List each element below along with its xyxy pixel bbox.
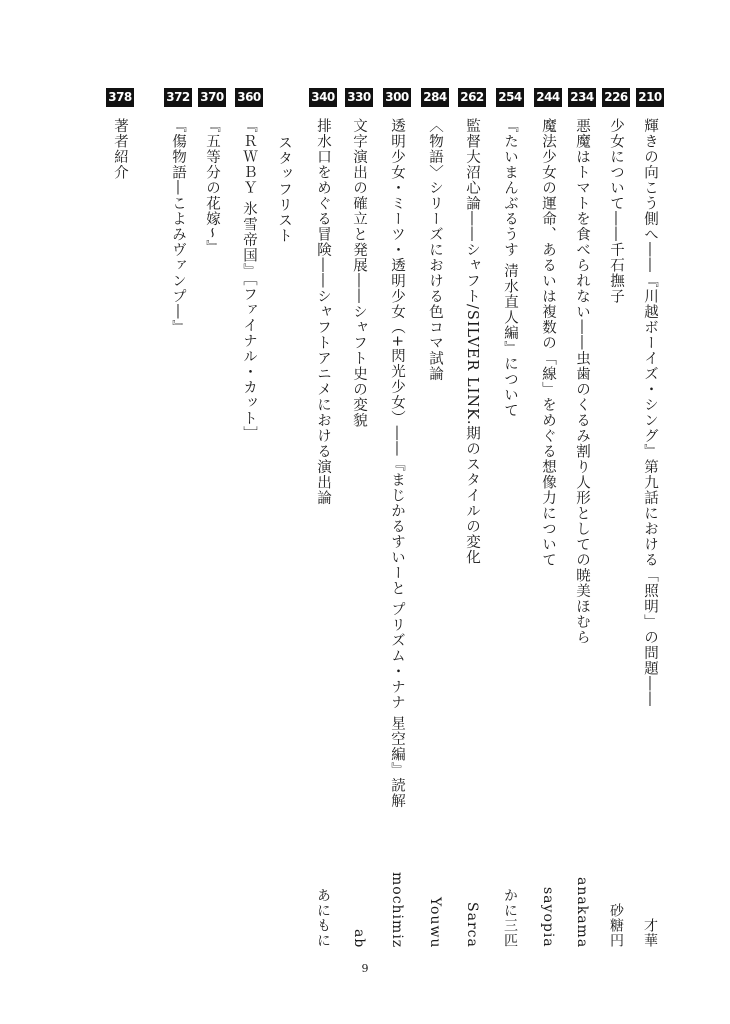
entry-title: 著者紹介 bbox=[112, 118, 128, 180]
toc-entry bbox=[235, 88, 263, 948]
staff-list-heading: スタッフリスト bbox=[276, 135, 292, 244]
page-ref: 370 bbox=[198, 88, 226, 107]
toc-entry bbox=[164, 88, 192, 948]
toc-entry bbox=[106, 88, 134, 948]
entry-author: あにもに bbox=[315, 888, 331, 948]
page-ref: 300 bbox=[383, 88, 411, 107]
toc-entry bbox=[383, 88, 411, 948]
toc-entry bbox=[534, 88, 562, 948]
entry-title: 悪魔はトマトを食べられない――虫歯のくるみ割り人形としての暁美ほむら bbox=[574, 118, 590, 645]
toc-entry bbox=[636, 88, 664, 948]
entry-author: Youwu bbox=[427, 896, 443, 948]
entry-author: ab bbox=[351, 928, 367, 948]
toc-entry bbox=[421, 88, 449, 948]
toc-entry bbox=[458, 88, 486, 948]
page-ref: 330 bbox=[345, 88, 373, 107]
entry-author: anakama bbox=[574, 876, 590, 948]
entry-author: mochimiz bbox=[389, 871, 405, 948]
entry-title: 『傷物語―こよみヴァンプ―』 bbox=[170, 118, 186, 335]
page-ref: 262 bbox=[458, 88, 486, 107]
entry-title: 『ＲＷＢＹ 氷雪帝国』［ファイナル・カット］ bbox=[241, 118, 257, 442]
page-ref: 234 bbox=[568, 88, 596, 107]
entry-title: 輝きの向こう側へ――『川越ボーイズ・シング』第九話における「照明」の問題―― bbox=[642, 118, 658, 707]
toc-entry bbox=[309, 88, 337, 948]
toc-entry bbox=[568, 88, 596, 948]
entry-author: かに三匹 bbox=[502, 888, 518, 948]
entry-author: sayopia bbox=[540, 887, 556, 948]
toc-entry bbox=[198, 88, 226, 948]
page-ref: 284 bbox=[421, 88, 449, 107]
entry-title: 文字演出の確立と発展――シャフト史の変貌 bbox=[351, 118, 367, 428]
entry-title: 排水口をめぐる冒険――シャフトアニメにおける演出論 bbox=[315, 118, 331, 506]
page-ref: 254 bbox=[496, 88, 524, 107]
toc-entry bbox=[345, 88, 373, 948]
page-ref: 340 bbox=[309, 88, 337, 107]
entry-author: 砂糖円 bbox=[608, 903, 624, 948]
entry-title: 透明少女・ミーツ・透明少女（+閃光少女）――『まじかるすいーと プリズム・ナナ 星空編』読解 bbox=[389, 118, 405, 809]
entry-title: 『たいまんぶるうす 清水直人編』について bbox=[502, 118, 518, 419]
entry-title: 魔法少女の運命、あるいは複数の「線」をめぐる想像力について bbox=[540, 118, 556, 568]
page-ref: 210 bbox=[636, 88, 664, 107]
page-ref: 378 bbox=[106, 88, 134, 107]
entry-title: 『五等分の花嫁∽』 bbox=[204, 118, 220, 256]
page-ref: 244 bbox=[534, 88, 562, 107]
toc-entry bbox=[496, 88, 524, 948]
page-ref: 226 bbox=[602, 88, 630, 107]
toc-entry bbox=[602, 88, 630, 948]
page-ref: 360 bbox=[235, 88, 263, 107]
entry-author: Sarca bbox=[464, 902, 480, 948]
entry-author: 才華 bbox=[642, 918, 658, 948]
page-ref: 372 bbox=[164, 88, 192, 107]
page-number: 9 bbox=[361, 962, 369, 975]
entry-title: 〈物語〉シリーズにおける色コマ試論 bbox=[427, 118, 443, 382]
entry-title: 少女について――千石撫子 bbox=[608, 118, 624, 304]
entry-title: 監督大沼心論――シャフト/SILVER LINK.期のスタイルの変化 bbox=[464, 118, 480, 566]
